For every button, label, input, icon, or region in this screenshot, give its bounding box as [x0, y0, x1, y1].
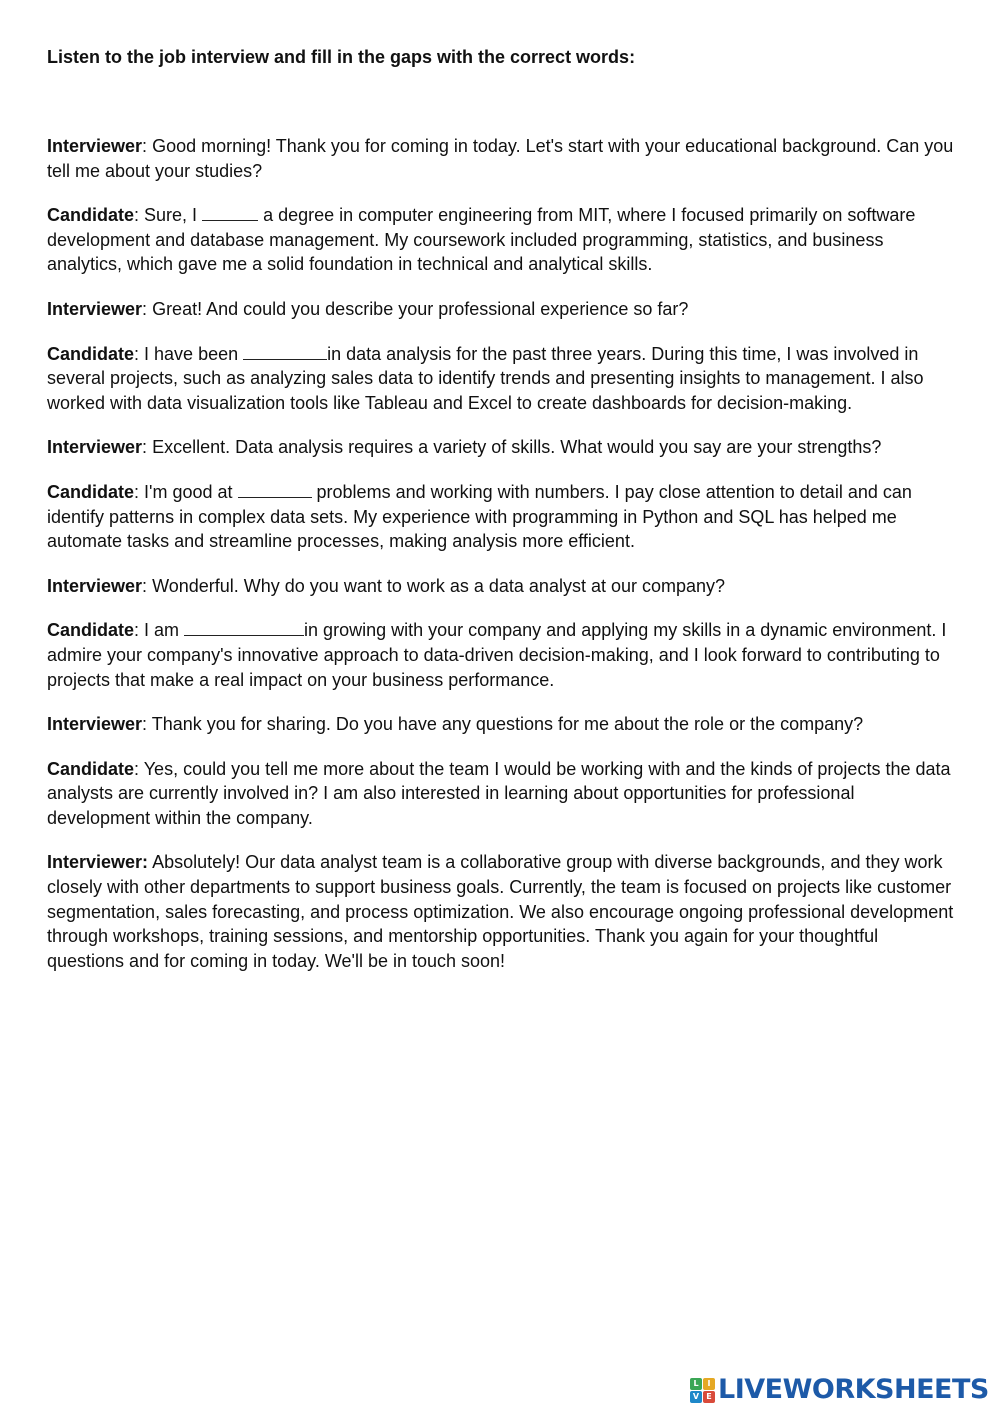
dialogue-turn-10 [47, 757, 957, 831]
dialogue-turn-6 [47, 480, 957, 554]
speaker-label: Candidate [47, 205, 135, 226]
gap-blank-1[interactable] [202, 204, 258, 221]
worksheet-page [47, 44, 957, 993]
dialogue-turn-8 [47, 618, 957, 692]
dialogue-turn-1 [47, 134, 957, 183]
turn-text: Excellent. Data analysis requires a variety of skills. What would you say are your strengths? [152, 437, 882, 458]
turn-text: Yes, could you tell me more about the team I would be working with and the kinds of projects the data analysts are currently involved in? I am also interested in learning about opportunities for professional development within the company. [47, 758, 951, 828]
logo-wordmark: LIVEWORKSHEETS [718, 1374, 989, 1405]
speaker-separator: : [134, 620, 145, 641]
turn-text-before-gap: I'm good at [144, 481, 238, 502]
speaker-separator: : [142, 136, 153, 156]
dialogue-turn-4 [47, 342, 957, 416]
speaker-separator: : [134, 758, 144, 779]
speaker-label: Candidate [47, 758, 135, 779]
turn-text-before-gap: I have been [144, 343, 244, 364]
instructions-heading: Listen to the job interview and fill in the gaps with the correct words: [47, 47, 636, 67]
turn-text-before-gap: Sure, I [144, 205, 203, 226]
gap-blank-2[interactable] [243, 343, 327, 360]
speaker-label: Interviewer [47, 437, 143, 458]
turn-text-after-gap: a degree in computer engineering from MIT, where I focused primarily on software development and database management. My coursework included programming, statistics, and business analytics, which gave me a solid foundation in technical and analytical skills. [47, 205, 916, 275]
gap-blank-4[interactable] [184, 619, 304, 636]
speaker-separator: : [142, 575, 153, 596]
turn-text: Absolutely! Our data analyst team is a collaborative group with diverse backgrounds, and they work closely with other departments to support business goals. Currently, the team is focused on projects like customer segmentation, sales forecasting, and process optimization. We also encourage ongoing professional development through workshops, training sessions, and mentorship opportunities. Thank you again for your thoughtful questions and for coming in today. We'll be in touch soon! [47, 852, 954, 971]
speaker-separator: : [134, 481, 145, 502]
logo-mark-icon [690, 1378, 715, 1403]
turn-text: Great! And could you describe your professional experience so far? [152, 298, 689, 319]
dialogue-turn-5 [47, 435, 957, 460]
dialogue-turn-3 [47, 297, 957, 322]
turn-text-after-gap: in growing with your company and applying my skills in a dynamic environment. I admire your company's innovative approach to data-driven decision-making, and I look forward to contributing to projects that make a real impact on your business performance. [47, 620, 947, 690]
turn-text-after-gap: in data analysis for the past three years. During this time, I was involved in several projects, such as analyzing sales data to identify trends and presenting insights to management. I also worked with data visualization tools like Tableau and Excel to create dashboards for decision-making. [47, 343, 924, 413]
logo-letter: E [703, 1391, 715, 1403]
dialogue-turn-11 [47, 850, 957, 973]
speaker-label: Interviewer [47, 575, 143, 596]
dialogue-turn-7 [47, 574, 957, 599]
speaker-separator: : [142, 298, 153, 319]
speaker-label: Interviewer [47, 714, 143, 735]
turn-text-before-gap: I am [144, 620, 185, 641]
speaker-label: Candidate [47, 481, 135, 502]
gap-blank-3[interactable] [238, 481, 312, 498]
logo-letter: L [690, 1378, 702, 1390]
logo-letter: V [690, 1391, 702, 1403]
speaker-label: Interviewer [47, 136, 143, 156]
speaker-label: Interviewer: [47, 852, 149, 873]
speaker-separator: : [134, 343, 145, 364]
dialogue-turn-9 [47, 712, 957, 737]
speaker-separator: : [142, 714, 152, 735]
turn-text-after-gap: problems and working with numbers. I pay close attention to detail and can identify patterns in complex data sets. My experience with programming in Python and SQL has helped me automate tasks and streamline processes, making analysis more efficient. [47, 481, 912, 552]
dialogue-turn-2 [47, 203, 957, 277]
logo-letter: I [703, 1378, 715, 1390]
turn-text: Wonderful. Why do you want to work as a data analyst at our company? [152, 575, 726, 596]
speaker-label: Interviewer [47, 298, 143, 319]
turn-text: Good morning! Thank you for coming in today. Let's start with your educational background. Can you tell me about your studies? [47, 136, 954, 181]
speaker-separator: : [134, 205, 145, 226]
turn-text: Thank you for sharing. Do you have any questions for me about the role or the company? [151, 714, 864, 735]
speaker-label: Candidate [47, 343, 135, 364]
liveworksheets-logo [690, 1373, 989, 1407]
speaker-separator: : [142, 437, 153, 458]
speaker-label: Candidate [47, 620, 135, 641]
